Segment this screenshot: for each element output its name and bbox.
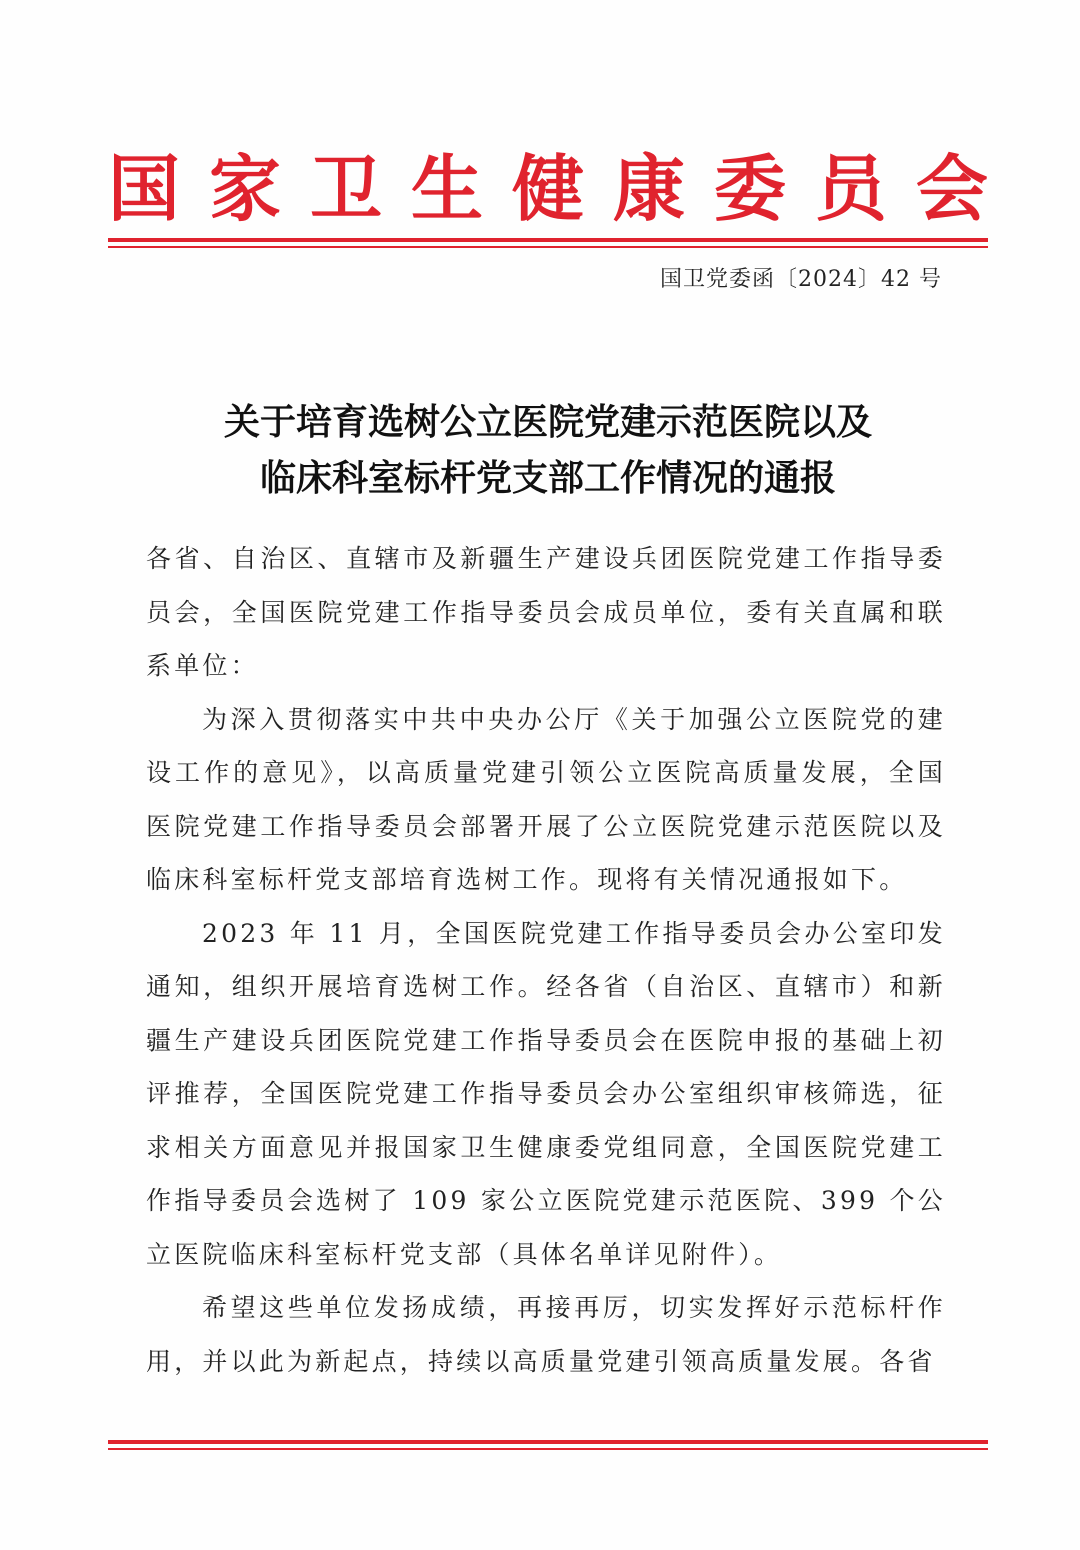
body-paragraph: 为深入贯彻落实中共中央办公厅《关于加强公立医院党的建设工作的意见》，以高质量党建引领公立医院高质量发展，全国医院党建工作指导委员会部署开展了公立医院党建示范医院以及临床科室标杆党支部培育选树工作。现将有关情况通报如下。 [146, 704, 946, 894]
body-paragraph: 2023 年 11 月，全国医院党建工作指导委员会办公室印发通知，组织开展培育选树工作。经各省（自治区、直辖市）和新疆生产建设兵团医院党建工作指导委员会在医院申报的基础上初评推荐，全国医院党建工作指导委员会办公室组织审核筛选，征求相关方面意见并报国家卫生健康委党组同意，全国医院党建工作指导委员会选树了 109 家公立医院党建示范医院、399 个公立医院临床科室标杆党支部（具体名单详见附件）。 [146, 918, 946, 1269]
masthead-title [108, 146, 988, 232]
masthead-char: 员 [814, 146, 887, 231]
masthead-char: 会 [915, 146, 988, 231]
masthead-char: 健 [511, 146, 584, 231]
document-title [108, 394, 988, 506]
body-paragraph: 希望这些单位发扬成绩，再接再厉，切实发挥好示范标杆作用，并以此为新起点，持续以高质量党建引领高质量发展。各省 [146, 1293, 946, 1376]
footer-divider-thin [108, 1448, 988, 1450]
masthead-char: 委 [713, 146, 786, 231]
masthead-char: 卫 [309, 146, 382, 231]
footer-divider-thick [108, 1440, 988, 1444]
masthead-divider-thick [108, 238, 988, 242]
masthead-char: 康 [612, 146, 685, 231]
document-number: 国卫党委函〔2024〕42 号 [660, 267, 942, 292]
document-body [146, 532, 946, 1388]
title-line-1: 关于培育选树公立医院党建示范医院以及 [223, 401, 872, 443]
masthead-char: 国 [108, 146, 181, 231]
masthead-divider-thin [108, 246, 988, 248]
salutation: 各省、自治区、直辖市及新疆生产建设兵团医院党建工作指导委员会，全国医院党建工作指导委员会成员单位，委有关直属和联系单位： [146, 544, 946, 680]
masthead-char: 家 [208, 146, 281, 231]
title-line-2: 临床科室标杆党支部工作情况的通报 [259, 457, 836, 499]
masthead-char: 生 [410, 146, 483, 231]
